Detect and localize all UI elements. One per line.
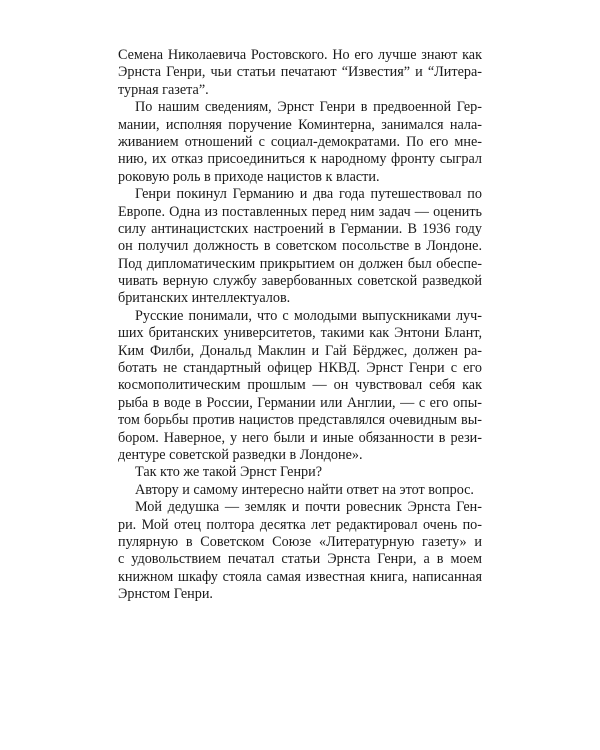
text-line: рыба в воде в России, Германии или Англии, — с его опы- xyxy=(118,394,482,411)
text-line: Эрнстом Генри. xyxy=(118,586,213,603)
text-line: Автору и самому интересно найти ответ на этот вопрос. xyxy=(135,481,474,498)
text-line: дентуре советской разведки в Лондоне». xyxy=(118,446,363,463)
text-line: ри. Мой отец полтора десятка лет редактировал очень по- xyxy=(118,516,482,533)
text-line: книжном шкафу стояла самая известная книга, написанная xyxy=(118,568,482,585)
text-line: британских интеллектуалов. xyxy=(118,290,291,307)
text-line: космополитическим прошлым — он чувствовал себя как xyxy=(118,377,482,394)
text-line: силу антинацистских настроений в Германии. В 1936 году xyxy=(118,220,482,237)
text-line: Русские понимали, что с молодыми выпускниками луч- xyxy=(135,307,482,324)
text-line: Мой дедушка — земляк и почти ровесник Эрнста Ген- xyxy=(135,499,482,516)
text-line: Так кто же такой Эрнст Генри? xyxy=(135,464,323,481)
text-line: пулярную в Советском Союзе «Литературную газету» и xyxy=(118,533,482,550)
text-line: Генри покинул Германию и два года путешествовал по xyxy=(135,186,482,203)
text-line: нию, их отказ присоединиться к народному фронту сыграл xyxy=(118,151,482,168)
text-line: чивать верную службу завербованных советской разведкой xyxy=(118,273,482,290)
body-text xyxy=(118,47,482,604)
text-line: мании, исполняя поручение Коминтерна, занимался нала- xyxy=(118,116,482,133)
text-line: Семена Николаевича Ростовского. Но его лучше знают как xyxy=(118,47,482,63)
text-line: Ким Филби, Дональд Маклин и Гай Бёрджес, должен ра- xyxy=(118,342,482,359)
text-line: турная газета”. xyxy=(118,81,209,98)
text-line: По нашим сведениям, Эрнст Генри в предвоенной Гер- xyxy=(135,99,482,116)
text-line: живанием отношений с социал-демократами. По его мне- xyxy=(118,133,482,150)
text-line: Эрнста Генри, чьи статьи печатают “Известия” и “Литера- xyxy=(118,64,482,81)
text-line: с удовольствием печатал статьи Эрнста Генри, а в моем xyxy=(118,551,482,568)
text-line: он получил должность в советском посольстве в Лондоне. xyxy=(118,238,482,255)
text-line: ботать не стандартный офицер НКВД. Эрнст Генри с его xyxy=(118,360,482,377)
text-line: бором. Наверное, у него были и иные обязанности в рези- xyxy=(118,429,482,446)
text-line: Европе. Одна из поставленных перед ним задач — оценить xyxy=(118,203,482,220)
text-line: том борьбы против нацистов представлялся очевидным вы- xyxy=(118,412,482,429)
text-line: ших британских университетов, такими как Энтони Блант, xyxy=(118,325,482,342)
text-line: Под дипломатическим прикрытием он должен был обеспе- xyxy=(118,255,482,272)
text-line: роковую роль в приходе нацистов к власти. xyxy=(118,168,380,185)
